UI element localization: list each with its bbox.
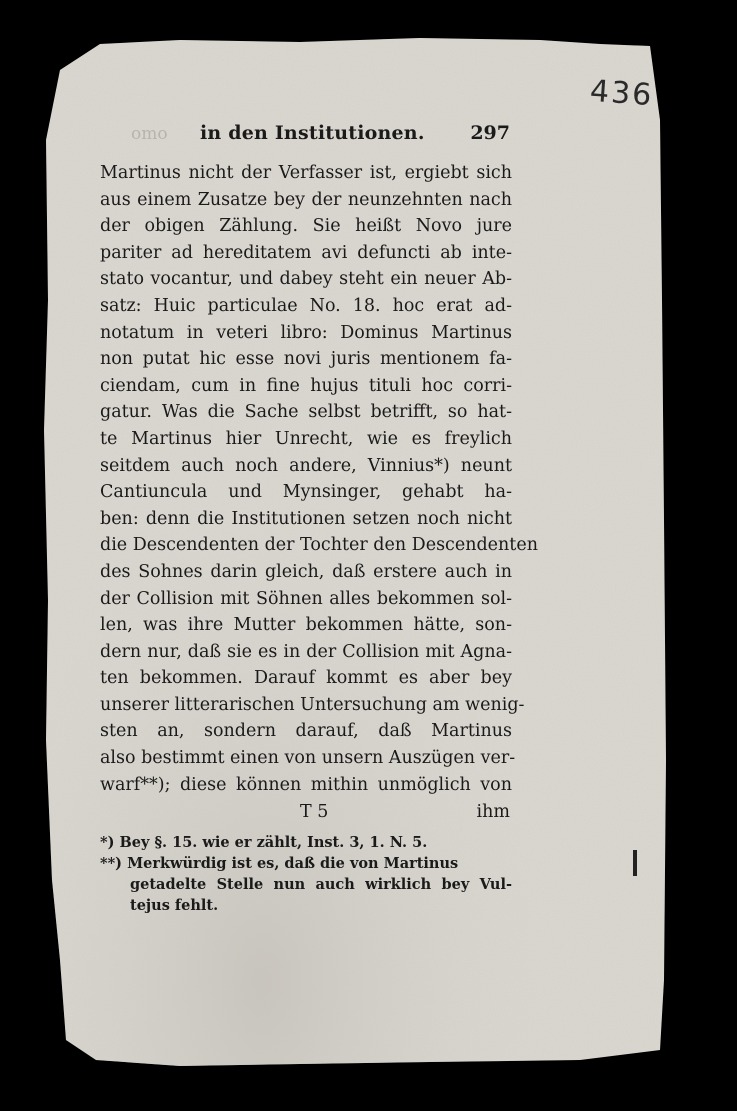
- body-line: dern nur, daß sie es in der Collision mit Agna-: [100, 641, 512, 662]
- body-line: Cantiuncula und Mynsinger, gehabt ha-: [100, 482, 512, 503]
- body-line: ciendam, cum in fine hujus tituli hoc corri-: [100, 375, 512, 396]
- body-line: stato vocantur, und dabey steht ein neuer Ab-: [100, 269, 512, 290]
- body-line: notatum in veteri libro: Dominus Martinus: [100, 322, 512, 343]
- running-head-title: in den Institutionen.: [200, 122, 425, 144]
- footnote-2-end: tejus fehlt.: [130, 897, 219, 915]
- body-line: sten an, sondern darauf, daß Martinus: [100, 721, 512, 742]
- body-line: des Sohnes darin gleich, daß erstere auch in: [100, 561, 512, 582]
- body-line: der obigen Zählung. Sie heißt Novo jure: [100, 216, 512, 237]
- signature-line: [100, 798, 512, 826]
- running-head: [100, 118, 512, 150]
- footnotes: [100, 832, 512, 916]
- footnote-2-continued: getadelte Stelle nun auch wirklich bey Vul-: [130, 876, 512, 894]
- body-line: Martinus nicht der Verfasser ist, ergiebt sich: [100, 163, 512, 183]
- body-line: aus einem Zusatze bey der neunzehnten nach: [100, 189, 512, 210]
- margin-mark: [633, 850, 637, 876]
- body-line: ten bekommen. Darauf kommt es aber bey: [100, 668, 512, 689]
- page-text: [100, 118, 538, 916]
- bleed-through-left: omo: [131, 124, 168, 144]
- body-line: der Collision mit Söhnen alles bekommen sol-: [100, 588, 512, 609]
- body-line: unserer litterarischen Untersuchung am wenig-: [100, 694, 525, 715]
- body-line: pariter ad hereditatem avi defuncti ab inte-: [100, 242, 512, 263]
- body-line: len, was ihre Mutter bekommen hätte, son-: [100, 615, 512, 636]
- body-line: also bestimmt einen von unsern Auszügen ver-: [100, 748, 516, 769]
- footnote-2: **) Merkwürdig ist es, daß die von Martinus: [100, 855, 459, 873]
- body-line: seitdem auch noch andere, Vinnius*) neunt: [100, 455, 512, 476]
- body-line: te Martinus hier Unrecht, wie es freylich: [100, 428, 512, 449]
- body-line: die Descendenten der Tochter den Descendenten: [100, 535, 538, 556]
- body-line: warf**); diese können mithin unmöglich von: [100, 774, 512, 795]
- catchword: ihm: [476, 802, 510, 823]
- body-line: non putat hic esse novi juris mentionem fa-: [100, 349, 512, 370]
- footnote-1: *) Bey §. 15. wie er zählt, Inst. 3, 1. N. 5.: [100, 834, 428, 852]
- signature-mark: T 5: [300, 802, 329, 823]
- body-text: [100, 160, 538, 798]
- body-line: gatur. Was die Sache selbst betrifft, so hat-: [100, 402, 512, 423]
- page-number: 297: [470, 122, 510, 144]
- body-line: ben: denn die Institutionen setzen noch nicht: [100, 508, 512, 529]
- body-line: satz: Huic particulae No. 18. hoc erat ad-: [100, 295, 512, 316]
- handwritten-folio: 436: [588, 73, 655, 114]
